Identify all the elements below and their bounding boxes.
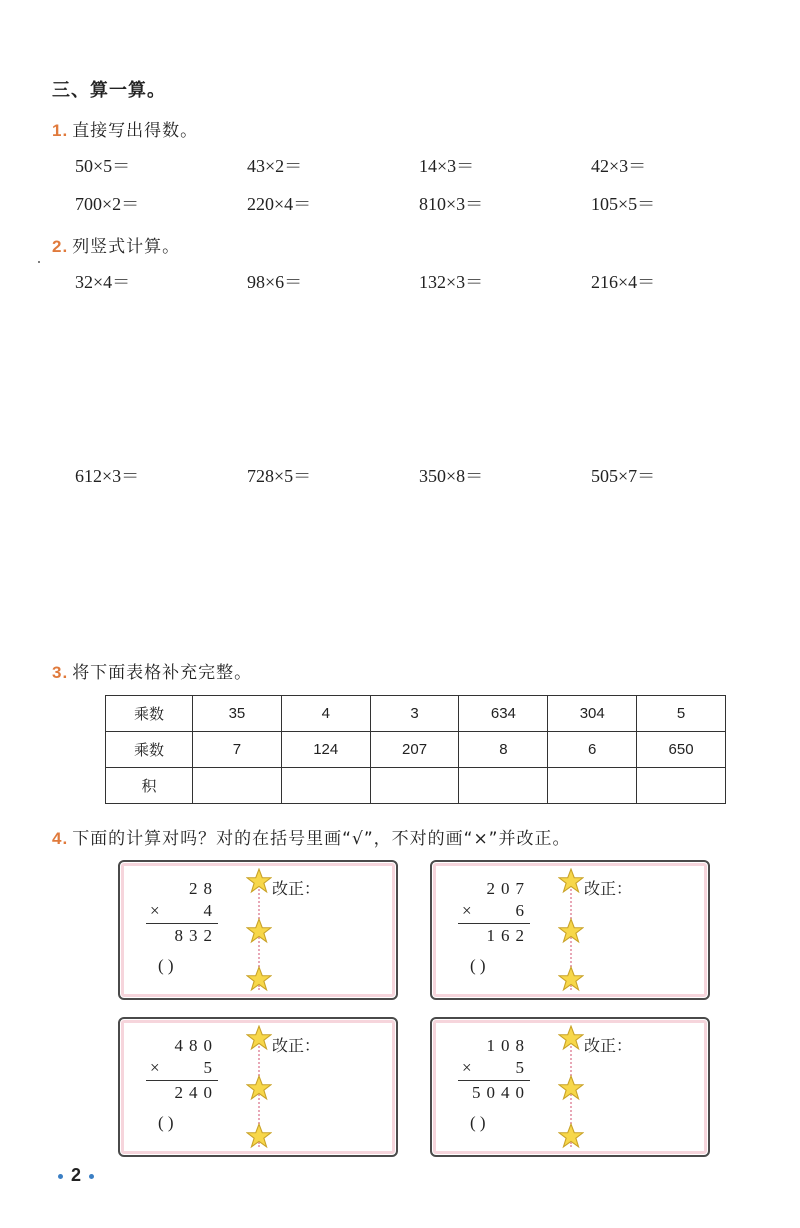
star-icon xyxy=(558,868,584,894)
table-row xyxy=(106,732,726,768)
vertical-calculation xyxy=(458,1035,530,1134)
q4-text: 下面的计算对吗？对的在括号里画“√”，不对的画“×”并改正。 xyxy=(72,829,571,849)
multiplier: 4 xyxy=(203,901,218,920)
result: 240 xyxy=(174,1083,218,1102)
q1-title xyxy=(52,116,198,141)
check-card-2 xyxy=(430,860,710,1000)
calc-rule xyxy=(146,1080,218,1081)
multiplier-row xyxy=(146,900,218,922)
q1-expr: 105×5＝ xyxy=(591,194,656,214)
star-icon xyxy=(246,1075,272,1101)
star-icon xyxy=(246,966,272,992)
table-cell: 5 xyxy=(637,696,726,732)
calc-rule xyxy=(458,1080,530,1081)
multiplicand: 28 xyxy=(189,879,218,898)
star-icon xyxy=(558,1123,584,1149)
q2-expr: 505×7＝ xyxy=(591,466,656,486)
correction-label: 改正： xyxy=(584,879,633,898)
q3-text: 将下面表格补充完整。 xyxy=(72,663,253,683)
result: 5040 xyxy=(472,1083,530,1102)
result: 832 xyxy=(174,926,218,945)
product-input-cell[interactable] xyxy=(370,768,459,804)
stray-dot xyxy=(38,261,40,263)
q2-expr: 98×6＝ xyxy=(247,272,303,292)
star-icon xyxy=(246,1025,272,1051)
q3-number: 3. xyxy=(52,663,69,682)
q2-expr: 612×3＝ xyxy=(75,466,140,486)
table-cell: 634 xyxy=(459,696,548,732)
q2-expr: 216×4＝ xyxy=(591,272,656,292)
star-icon xyxy=(558,918,584,944)
q1-text: 直接写出得数。 xyxy=(72,121,199,141)
q2-expr: 350×8＝ xyxy=(419,466,484,486)
product-input-cell[interactable] xyxy=(548,768,637,804)
vertical-calculation xyxy=(146,1035,218,1134)
vertical-calculation xyxy=(146,878,218,977)
star-icon xyxy=(558,966,584,992)
q1-expr: 14×3＝ xyxy=(419,156,475,176)
correction-label: 改正： xyxy=(272,1036,321,1055)
q4-number: 4. xyxy=(52,829,69,848)
table-row xyxy=(106,696,726,732)
q4-title xyxy=(52,824,571,849)
q2-expr: 728×5＝ xyxy=(247,466,312,486)
star-icon xyxy=(246,868,272,894)
product-input-cell[interactable] xyxy=(637,768,726,804)
table-cell: 304 xyxy=(548,696,637,732)
answer-parentheses[interactable]: ( ) xyxy=(470,1113,486,1132)
answer-parentheses[interactable]: ( ) xyxy=(158,956,174,975)
q2-text: 列竖式计算。 xyxy=(72,237,181,257)
answer-parentheses[interactable]: ( ) xyxy=(470,956,486,975)
table-cell: 650 xyxy=(637,732,726,768)
product-input-cell[interactable] xyxy=(281,768,370,804)
times-sign: × xyxy=(150,1058,160,1077)
q1-expr: 43×2＝ xyxy=(247,156,303,176)
section-title: 三、算一算。 xyxy=(52,80,166,101)
product-input-cell[interactable] xyxy=(193,768,282,804)
table-cell: 35 xyxy=(193,696,282,732)
q1-number: 1. xyxy=(52,121,69,140)
row-header: 乘数 xyxy=(106,696,193,732)
check-card-4 xyxy=(430,1017,710,1157)
q2-title xyxy=(52,232,180,257)
q1-expr: 220×4＝ xyxy=(247,194,312,214)
q1-expr: 50×5＝ xyxy=(75,156,131,176)
q1-expr: 700×2＝ xyxy=(75,194,140,214)
table-cell: 124 xyxy=(281,732,370,768)
times-sign: × xyxy=(462,901,472,920)
q1-expr: 810×3＝ xyxy=(419,194,484,214)
star-icon xyxy=(246,1123,272,1149)
star-icon xyxy=(558,1075,584,1101)
page-number-text: 2 xyxy=(71,1165,82,1185)
multiplier-row xyxy=(146,1057,218,1079)
check-card-3 xyxy=(118,1017,398,1157)
table-cell: 4 xyxy=(281,696,370,732)
multiplier: 6 xyxy=(515,901,530,920)
table-row xyxy=(106,768,726,804)
multiplication-table xyxy=(105,695,726,804)
table-cell: 8 xyxy=(459,732,548,768)
multiplier-row xyxy=(458,1057,530,1079)
table-cell: 3 xyxy=(370,696,459,732)
page-dot-right xyxy=(89,1174,94,1179)
table-cell: 7 xyxy=(193,732,282,768)
multiplier-row xyxy=(458,900,530,922)
table-cell: 207 xyxy=(370,732,459,768)
q2-expr: 132×3＝ xyxy=(419,272,484,292)
row-header: 积 xyxy=(106,768,193,804)
table-cell: 6 xyxy=(548,732,637,768)
multiplicand: 108 xyxy=(486,1036,530,1055)
correction-label: 改正： xyxy=(584,1036,633,1055)
q2-number: 2. xyxy=(52,237,69,256)
times-sign: × xyxy=(150,901,160,920)
star-icon xyxy=(246,918,272,944)
answer-parentheses[interactable]: ( ) xyxy=(158,1113,174,1132)
calc-rule xyxy=(458,923,530,924)
star-icon xyxy=(558,1025,584,1051)
check-card-1 xyxy=(118,860,398,1000)
times-sign: × xyxy=(462,1058,472,1077)
multiplicand: 207 xyxy=(486,879,530,898)
product-input-cell[interactable] xyxy=(459,768,548,804)
q1-expr: 42×3＝ xyxy=(591,156,647,176)
multiplier: 5 xyxy=(515,1058,530,1077)
q2-expr: 32×4＝ xyxy=(75,272,131,292)
correction-label: 改正： xyxy=(272,879,321,898)
result: 162 xyxy=(486,926,530,945)
multiplier: 5 xyxy=(203,1058,218,1077)
row-header: 乘数 xyxy=(106,732,193,768)
q3-title xyxy=(52,658,252,683)
page-dot-left xyxy=(58,1174,63,1179)
vertical-calculation xyxy=(458,878,530,977)
multiplicand: 480 xyxy=(174,1036,218,1055)
calc-rule xyxy=(146,923,218,924)
page-number xyxy=(50,1165,102,1186)
